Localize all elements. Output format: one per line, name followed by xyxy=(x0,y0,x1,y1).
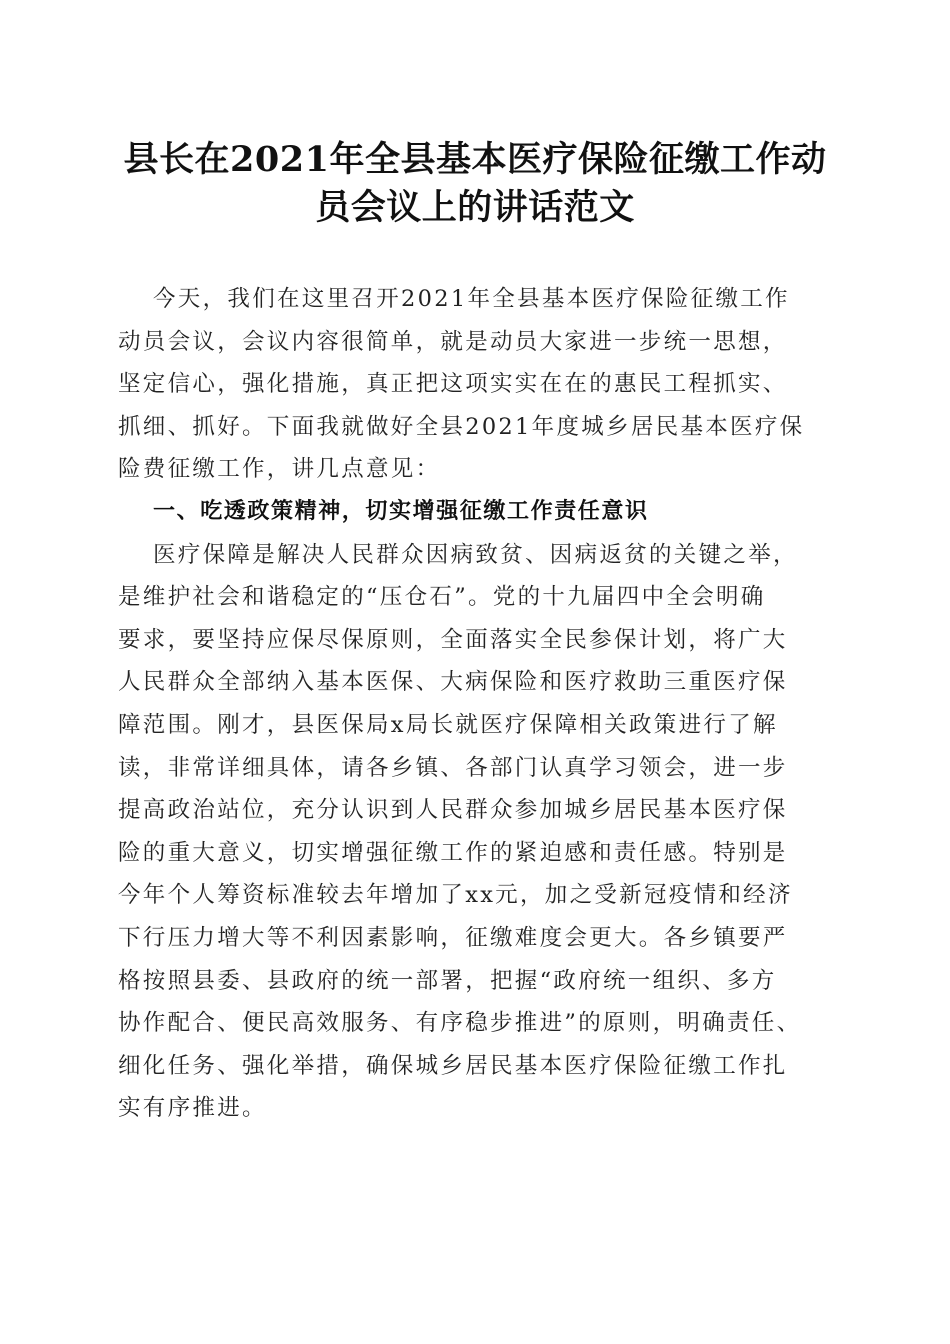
paragraph-line: 险的重大意义，切实增强征缴工作的紧迫感和责任感。特别是 xyxy=(118,839,788,866)
paragraph-line: 医疗保障是解决人民群众因病致贫、因病返贫的关键之举， xyxy=(153,541,798,568)
paragraph-section1 xyxy=(118,534,858,1130)
paragraph-line: 障范围。刚才，县医保局x局长就医疗保障相关政策进行了解 xyxy=(118,711,778,738)
document-title xyxy=(100,136,850,232)
title-line-1: 县长在2021年全县基本医疗保险征缴工作动 xyxy=(123,139,827,180)
paragraph-line: 格按照县委、县政府的统一部署，把握“政府统一组织、多方 xyxy=(118,967,777,994)
paragraph-line: 要求，要坚持应保尽保原则，全面落实全民参保计划，将广大 xyxy=(118,626,788,653)
paragraph-line: 下行压力增大等不利因素影响，征缴难度会更大。各乡镇要严 xyxy=(118,924,788,951)
paragraph-line: 人民群众全部纳入基本医保、大病保险和医疗救助三重医疗保 xyxy=(118,669,788,696)
paragraph-line: 提高政治站位，充分认识到人民群众参加城乡居民基本医疗保 xyxy=(118,797,788,824)
paragraph-line: 今年个人筹资标准较去年增加了xx元，加之受新冠疫情和经济 xyxy=(118,882,793,909)
paragraph-line: 今天，我们在这里召开2021年全县基本医疗保险征缴工作 xyxy=(153,286,790,312)
section-heading: 一、吃透政策精神，切实增强征缴工作责任意识 xyxy=(153,498,649,524)
paragraph-line: 实有序推进。 xyxy=(118,1095,267,1122)
title-line-2: 员会议上的讲话范文 xyxy=(315,187,635,228)
paragraph-line: 协作配合、便民高效服务、有序稳步推进”的原则，明确责任、 xyxy=(118,1010,802,1037)
document-body xyxy=(118,278,858,1130)
paragraph-line: 读，非常详细具体，请各乡镇、各部门认真学习领会，进一步 xyxy=(118,754,788,781)
paragraph-line: 动员会议，会议内容很简单，就是动员大家进一步统一思想， xyxy=(118,328,788,355)
paragraph-line: 是维护社会和谐稳定的“压仓石”。党的十九届四中全会明确 xyxy=(118,584,766,611)
paragraph-line: 抓细、抓好。下面我就做好全县2021年度城乡居民基本医疗保 xyxy=(118,413,805,440)
paragraph-line: 险费征缴工作，讲几点意见： xyxy=(118,456,441,483)
paragraph-line: 细化任务、强化举措，确保城乡居民基本医疗保险征缴工作扎 xyxy=(118,1052,788,1079)
paragraph-intro xyxy=(118,278,858,491)
paragraph-line: 坚定信心，强化措施，真正把这项实实在在的惠民工程抓实、 xyxy=(118,371,788,398)
